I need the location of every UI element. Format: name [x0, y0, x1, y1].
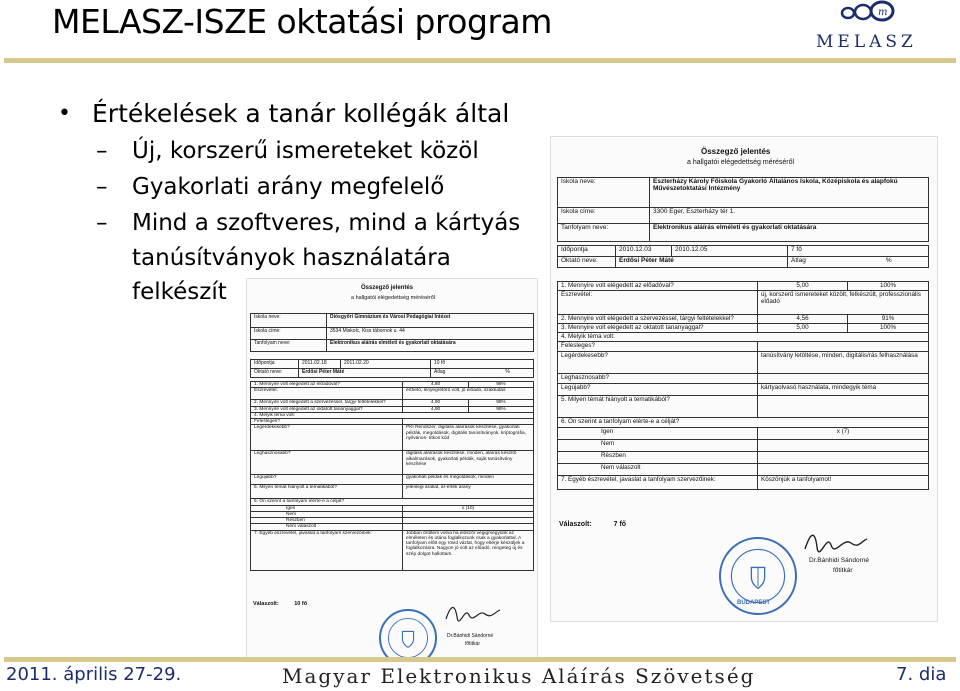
doc-header-table: Iskola neve: Eszterházy Károly Főiskola Gyakorló Általános Iskola, Középiskola és alapfokú Művészetoktatási Intézmény Iskola címe: 3300 Eger, Eszterházy tér 1. Tanfolyam neve: Elektronikus aláírás elméleti és gyakorlati oktatására [557, 177, 929, 242]
doc-subtitle: a hallgatói elégedettség méréséről [351, 295, 436, 301]
logo-text: MELASZ [816, 32, 917, 52]
doc-title: Összegző jelentés [701, 147, 771, 156]
official-stamp-icon [379, 609, 437, 658]
sub-bullet: – Gyakorlati arány megfelelő [96, 174, 445, 200]
footer-organization: Magyar Elektronikus Aláírás Szövetség [282, 664, 756, 688]
doc-answered: Válaszolt: 10 fő [253, 601, 308, 607]
bullet-main: • Értékelések a tanár kollégák által [58, 95, 558, 133]
sub-bullet-continuation: felkészít [132, 279, 227, 305]
doc-date-table: Időpontja 2010.12.03 2010.12.05 7 fő Oktató neve: Erdősi Péter Máté Átlag % [557, 245, 929, 268]
doc-signer: Dr.Bánhidi Sándorné [447, 633, 494, 639]
svg-text:m: m [878, 7, 888, 18]
slide-title: MELASZ-ISZE oktatási program [52, 2, 552, 41]
bullet-list [58, 95, 558, 309]
signature-icon [801, 527, 871, 557]
slide-number: 7. dia [896, 664, 947, 685]
doc-answered: Válaszolt: 7 fő [559, 521, 627, 528]
scanned-report-miskolc [246, 278, 538, 658]
doc-signer-role: főtitkár [465, 641, 481, 647]
doc-title: Összegző jelentés [361, 285, 414, 291]
doc-signer-role: főtitkár [833, 567, 853, 574]
stamp-text: BUDAPEST [737, 600, 771, 606]
footer-divider [4, 657, 956, 662]
sub-bullet-continuation: tanúsítványok használatára [132, 245, 451, 271]
header-divider [4, 58, 956, 63]
signature-icon [443, 601, 503, 625]
sub-bullet: – Új, korszerű ismereteket közöl [96, 138, 479, 164]
doc-questions-table: 1. Mennyire volt elégedett az előadóval? 4,80 96% Észrevétel: érthető, lényegretörő volt, jó előadó, szaktudás 2. Mennyire volt elégedett a szervezéssel, tárgyi feltételekkel? 4,90 98% 3. Mennyire volt elégedett az oktatott tananyaggal? 4,90 98% 4. Melyik téma volt: Felesleges? Legérdekesebb? PKI Rendszer, digitális aláírások készítése, gyakorlati példák, megoldások, digitális tanúsítványok, kriptográfia, nyilvános- titkos kód Leghasznosabb? digitális aláírások készítése, minden, aláírás készítő alkalmazások, gyakorlati példák, saját tanúsítvány készítése Legújabb? gyakorlati példák és megoldások, minden 5. Milyen témát hiányolt a tematikából? jelenlegi árakat, ár-érték arány 6. Ön szerint a tanfolyam elérte-e a célját? Igen x (10) Nem Részben Nem válaszolt 7. Egyéb észrevétel, javaslat a tanfolyam szervezőinek: Jobban örültem volna ha először végigmegyünk az elméleten és utána foglalkozunk csak a gyakorlattal. A tanfolyam előtt egy rövid vázlat, hogy eltérje készüljek a foglalkozásra. Nagyon jó volt az előadó, rengeteg új és szép dolgot hallottam. [250, 381, 534, 571]
doc-date-table: Időpontja 2011.02.18 2011.02.20 10 fő Oktató neve: Erdősi Péter Máté Átlag % [250, 359, 534, 378]
doc-questions-table: 1. Mennyire volt elégedett az előadóval? 5,00 100% Észrevétel: új, korszerű ismereteket közölt, felkészült, professzionális előadó 2. Mennyire volt elégedett a szervezéssel, tárgyi feltételekkel? 4,56 91% 3. Mennyire volt elégedett az oktatott tananyaggal? 5,00 100% 4. Melyik téma volt: Felesleges? Legérdekesebb? tanúsítvány letöltése, minden, digitális/rás felhasználása Leghasznosabb? Legújabb? kártyaolvasó használata, mindegyik téma 5. Milyen témát hiányolt a tematikából? 6. Ön szerint a tanfolyam elérte-e a célját? Igen x (7) Nem Részben Nem válaszolt 7. Egyéb észrevétel, javaslat a tanfolyam szervezőinek: Köszönjük a tanfolyamot! [557, 281, 929, 490]
doc-signer: Dr.Bánhidi Sándorné [809, 557, 869, 564]
sub-bullet: – Mind a szoftveres, mind a kártyás [96, 210, 521, 236]
scanned-report-eger [550, 136, 938, 622]
doc-subtitle: a hallgatói elégedettség méréséről [687, 159, 795, 166]
footer-date: 2011. április 27-29. [6, 664, 182, 685]
doc-header-table: Iskola neve: Diósgyőri Gimnázium és Városi Pedagógiai Intézet Iskola címe: 3534 Miskolc, Kiss tábornok u. 44 Tanfolyam neve: Elektronikus aláírás elméleti és gyakorlati oktatására [250, 313, 534, 352]
